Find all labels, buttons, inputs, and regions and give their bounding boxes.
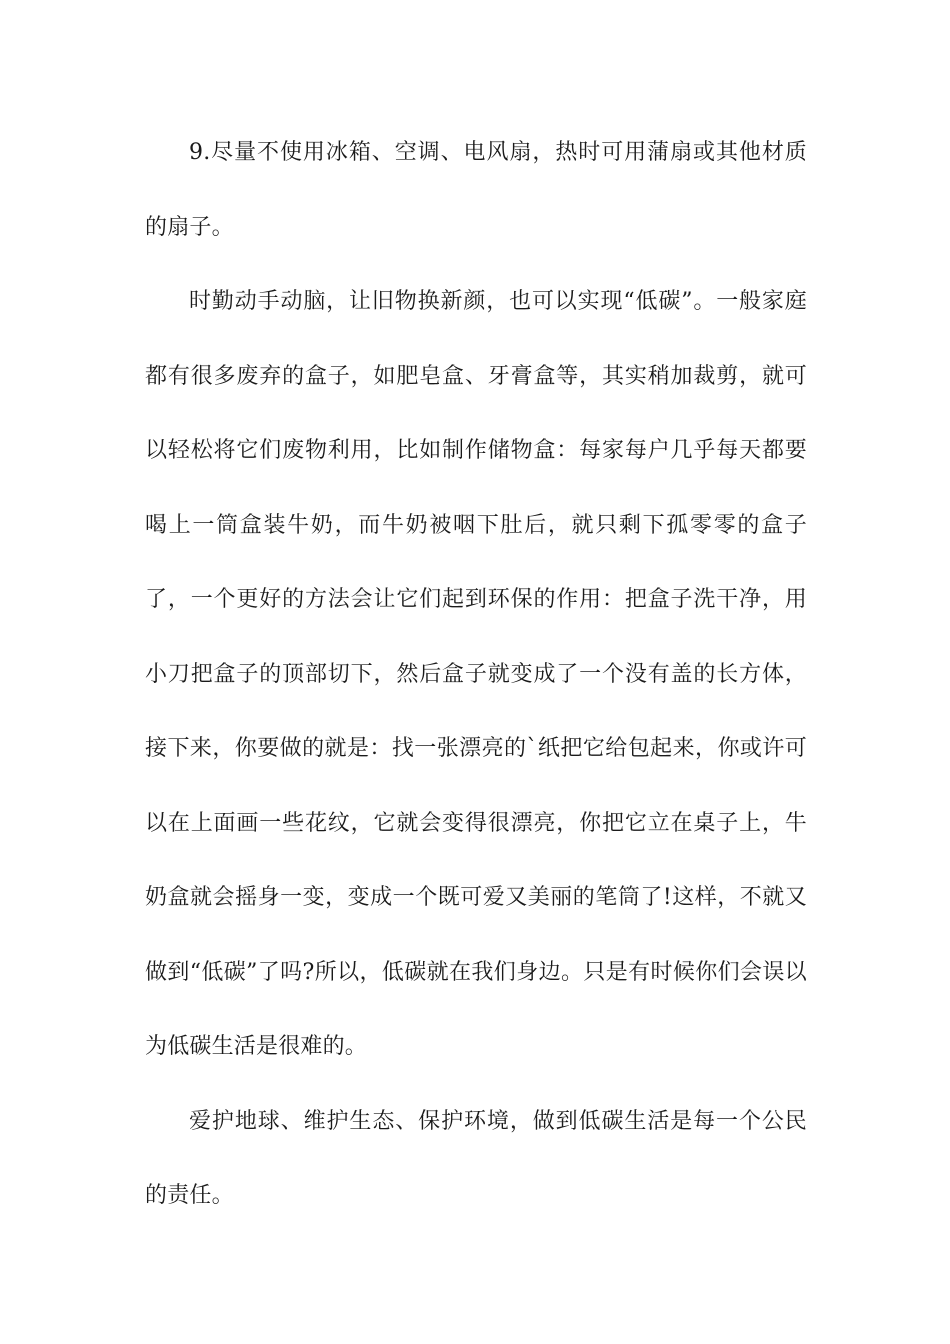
paragraph-reuse-boxes: 时勤动手动脑，让旧物换新颜，也可以实现“低碳”。一般家庭都有很多废弃的盒子，如肥皂盒、牙膏盒等，其实稍加裁剪，就可以轻松将它们废物利用，比如制作储物盒：每家每户几乎每天都要喝上一筒盒装牛奶，而牛奶被咽下肚后，就只剩下孤零零的盒子了，一个更好的方法会让它们起到环保的作用：把盒子洗干净，用小刀把盒子的顶部切下，然后盒子就变成了一个没有盖的长方体，接下来，你要做的就是：找一张漂亮的`纸把它给包起来，你或许可以在上面画一些花纹，它就会变得很漂亮，你把它立在桌子上，牛奶盒就会摇身一变，变成一个既可爱又美丽的笔筒了!这样，不就又做到“低碳”了吗?所以，低碳就在我们身边。只是有时候你们会误以为低碳生活是很难的。 bbox=[145, 289, 807, 1059]
paragraph-conclusion: 爱护地球、维护生态、保护环境，做到低碳生活是每一个公民的责任。 bbox=[145, 1108, 807, 1208]
paragraph-tip-9: 9.尽量不使用冰箱、空调、电风扇，热时可用蒲扇或其他材质的扇子。 bbox=[145, 140, 807, 240]
document-body bbox=[145, 116, 807, 1234]
